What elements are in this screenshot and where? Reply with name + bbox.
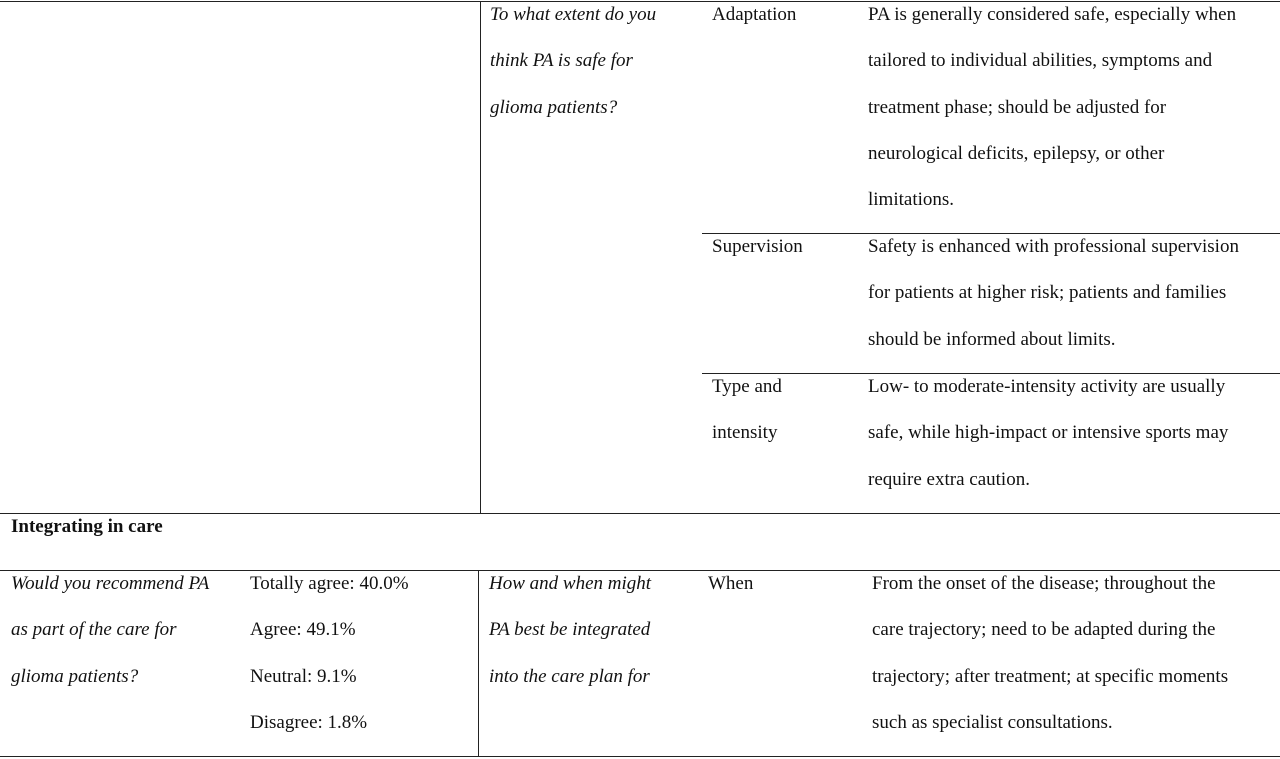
description-line: From the onset of the disease; throughout the (872, 573, 1216, 594)
section-heading-text: Integrating in care (11, 516, 163, 537)
table-bottom-border (0, 756, 1280, 757)
question-line: PA best be integrated (489, 619, 651, 641)
description-line: trajectory; after treatment; at specific moments (872, 665, 1229, 687)
theme-supervision-description (868, 224, 1278, 363)
theme-adaptation-description (868, 0, 1278, 223)
description-line: treatment phase; should be adjusted for (868, 96, 1167, 118)
survey-question (11, 561, 241, 700)
theme-adaptation (712, 0, 862, 38)
question-line: into the care plan for (489, 665, 650, 687)
open-question-safety (490, 0, 695, 131)
response-neutral: Neutral: 9.1% (250, 665, 357, 687)
theme-label: Type and (712, 376, 782, 397)
response-agree: Agree: 49.1% (250, 619, 356, 641)
question-line: glioma patients? (490, 96, 618, 118)
theme-label: intensity (712, 422, 778, 444)
theme-label: Adaptation (712, 4, 797, 25)
description-line: neurological deficits, epilepsy, or other (868, 142, 1165, 164)
theme-type-intensity-description (868, 364, 1278, 503)
description-line: Low- to moderate-intensity activity are usually (868, 376, 1226, 397)
question-line: How and when might (489, 573, 652, 594)
theme-type-intensity (712, 364, 862, 457)
column-divider-top (480, 1, 481, 514)
theme-when-description (872, 561, 1277, 746)
theme-label: Supervision (712, 236, 803, 257)
question-line: as part of the care for (11, 619, 177, 641)
description-line: limitations. (868, 189, 955, 211)
column-divider-bottom (478, 570, 479, 757)
section-heading (11, 504, 411, 550)
question-line: think PA is safe for (490, 50, 633, 72)
question-line: Would you recommend PA (11, 573, 210, 594)
description-line: care trajectory; need to be adapted during the (872, 619, 1216, 641)
response-disagree: Disagree: 1.8% (250, 711, 368, 733)
description-line: tailored to individual abilities, symptoms and (868, 50, 1213, 72)
question-line: To what extent do you (490, 4, 657, 25)
question-line: glioma patients? (11, 665, 139, 687)
description-line: require extra caution. (868, 468, 1030, 490)
survey-responses (250, 561, 475, 746)
description-line: should be informed about limits. (868, 328, 1116, 350)
description-line: Safety is enhanced with professional supervision (868, 236, 1239, 257)
description-line: safe, while high-impact or intensive sports may (868, 422, 1229, 444)
description-line: such as specialist consultations. (872, 711, 1113, 733)
open-question-integration (489, 561, 699, 700)
theme-when (708, 561, 858, 607)
description-line: for patients at higher risk; patients and families (868, 282, 1227, 304)
theme-supervision (712, 224, 862, 270)
description-line: PA is generally considered safe, especially when (868, 4, 1237, 25)
theme-label: When (708, 573, 754, 594)
response-totally-agree: Totally agree: 40.0% (250, 573, 409, 594)
